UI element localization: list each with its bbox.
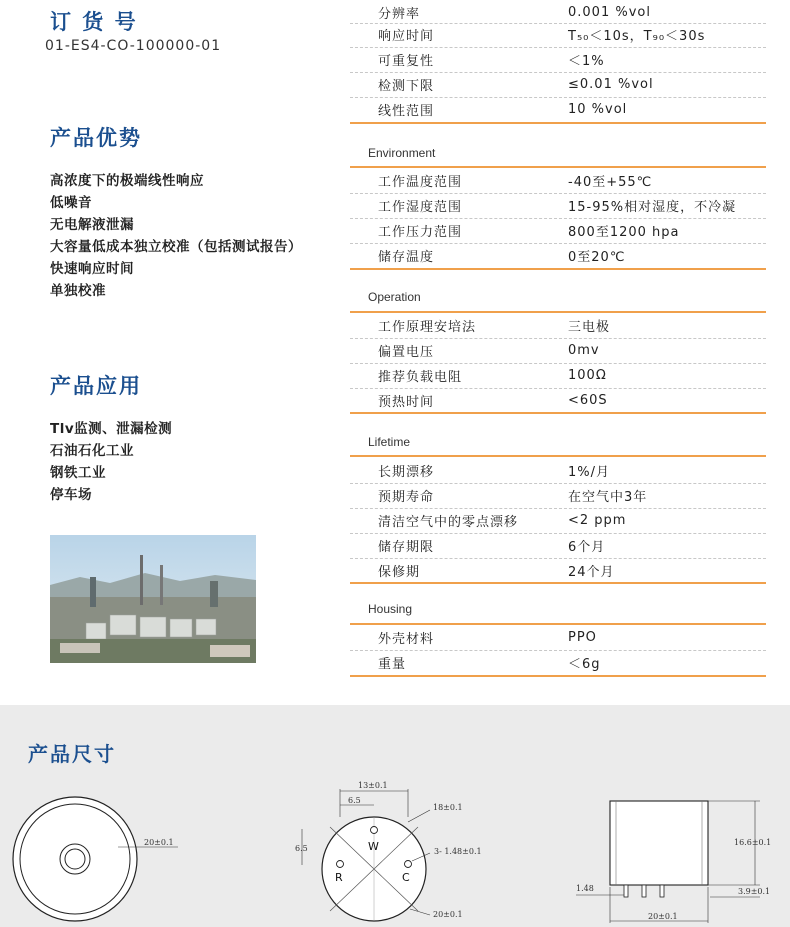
table-row: 外壳材料 PPO	[378, 630, 597, 647]
front-view-drawing	[0, 777, 200, 927]
side-view-drawing	[570, 777, 785, 927]
applications-title: 产品应用	[50, 374, 142, 398]
table-row: 可重复性 ＜1%	[378, 54, 605, 69]
list-item: 停车场	[50, 487, 92, 503]
svg-text:W: W	[368, 840, 379, 853]
svg-text:1.48: 1.48	[576, 884, 594, 893]
table-row: 清洁空气中的零点漂移 <2 ppm	[378, 513, 627, 530]
svg-text:6.5: 6.5	[295, 844, 308, 853]
svg-text:3.9±0.1: 3.9±0.1	[738, 887, 771, 896]
list-item: 钢铁工业	[50, 465, 106, 481]
table-row: 储存期限 6个月	[378, 540, 606, 555]
refinery-photo	[50, 535, 256, 663]
table-row: 推荐负载电阻 100Ω	[378, 368, 607, 385]
list-item: 无电解液泄漏	[50, 217, 134, 233]
svg-text:20±0.1: 20±0.1	[433, 910, 463, 919]
svg-text:13±0.1: 13±0.1	[358, 781, 388, 790]
table-row: 分辨率 0.001 %vol	[378, 5, 651, 22]
svg-text:18±0.1: 18±0.1	[433, 803, 463, 812]
table-row: 工作温度范围 -40至+55℃	[378, 175, 653, 190]
table-row: 保修期 24个月	[378, 565, 615, 580]
table-row: 检测下限 ≤0.01 %vol	[378, 77, 654, 94]
table-row: 工作压力范围 800至1200 hpa	[378, 225, 680, 240]
section-title-environment: Environment	[368, 146, 436, 160]
svg-text:R: R	[335, 871, 343, 884]
list-item: 单独校准	[50, 283, 106, 299]
advantages-title: 产品优势	[50, 126, 142, 150]
list-item: 石油石化工业	[50, 443, 134, 459]
order-title: 订 货 号	[50, 10, 138, 34]
table-row: 工作湿度范围 15-95%相对湿度，不冷凝	[378, 200, 737, 215]
advantages-list	[50, 170, 302, 302]
table-row: 长期漂移 1%/月	[378, 465, 611, 480]
dimensions-title: 产品尺寸	[28, 742, 116, 766]
front-diameter-label: 20±0.1	[144, 838, 174, 847]
list-item: 快速响应时间	[50, 261, 134, 277]
table-row: 重量 ＜6g	[378, 657, 601, 672]
bottom-view-drawing	[290, 777, 500, 927]
section-title-lifetime: Lifetime	[368, 435, 411, 449]
table-row: 响应时间 T₅₀＜10s，T₉₀＜30s	[378, 29, 706, 44]
list-item: 高浓度下的极端线性响应	[50, 173, 204, 189]
svg-text:C: C	[402, 871, 410, 884]
table-row: 储存温度 0至20℃	[378, 250, 626, 265]
table-row: 预热时间 <60S	[378, 393, 608, 410]
table-row: 工作原理安培法 三电极	[378, 320, 611, 335]
part-number: 01-ES4-CO-100000-01	[45, 38, 222, 54]
dimensions-section	[0, 705, 790, 927]
svg-text:16.6±0.1: 16.6±0.1	[734, 838, 772, 847]
list-item: 低噪音	[50, 195, 92, 211]
table-row: 线性范围 10 %vol	[378, 102, 628, 119]
list-item: 大容量低成本独立校准（包括测试报告）	[50, 239, 302, 255]
list-item: Tlv监测、泄漏检测	[50, 421, 173, 437]
svg-text:3- 1.48±0.1: 3- 1.48±0.1	[434, 847, 482, 856]
section-title-operation: Operation	[368, 290, 421, 304]
table-row: 预期寿命 在空气中3年	[378, 490, 648, 505]
section-title-housing: Housing	[368, 602, 413, 616]
svg-text:20±0.1: 20±0.1	[648, 912, 678, 921]
table-row: 偏置电压 0mv	[378, 343, 600, 360]
svg-text:6.5: 6.5	[348, 796, 361, 805]
applications-list	[50, 418, 172, 506]
